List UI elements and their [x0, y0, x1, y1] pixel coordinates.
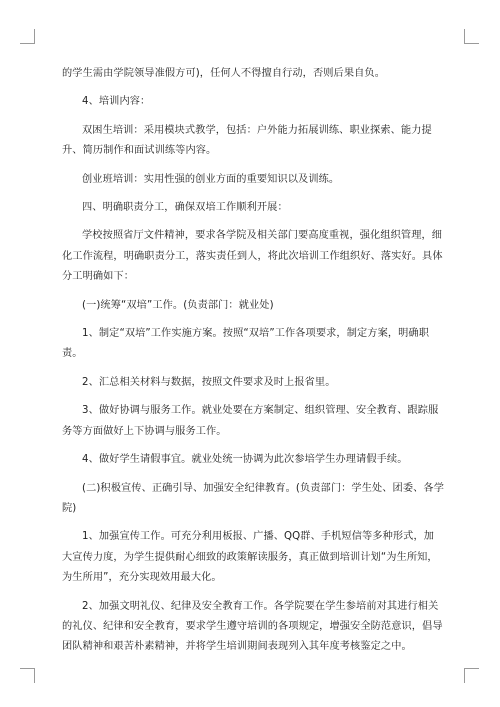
paragraph-continuation: 的学生需由学院领导准假方可)，任何人不得擅自行动，否则后果自负。: [62, 68, 385, 79]
heading-item-one: (一)统筹“双培”工作。(负责部门：就业处): [82, 299, 274, 311]
list-item: 4、做好学生请假事宜。就业处统一协调为此次参培学生办理请假手续。: [82, 454, 408, 466]
heading-item-two: (二)积极宣传、正确引导、加强安全纪律教育。(负责部门：学生处、团委、各学院): [62, 482, 444, 514]
crop-mark-bottom-right: [464, 668, 479, 683]
paragraph-school-requirements: 学校按照省厅文件精神，要求各学院及相关部门要高度重视，强化组织管理，细化工作流程，明确职责分工，落实责任到人，将此次培训工作组织好、落实好。具体分工明确如下：: [62, 230, 443, 283]
list-item: 1、制定“双培”工作实施方案。按照“双培”工作各项要求，制定方案，明确职责。: [62, 328, 430, 360]
crop-mark-top-right: [464, 29, 479, 44]
crop-mark-top-left: [20, 29, 35, 44]
crop-mark-bottom-left: [20, 668, 35, 683]
heading-training-content: 4、培训内容：: [82, 96, 151, 108]
list-item: 2、加强文明礼仪、纪律及安全教育工作。各学院要在学生参培前对其进行相关的礼仪、纪律和安全教育，要求学生遵守培训的各项规定，增强安全防范意识，倡导团队精神和艰苦朴素精神，并将学生培训期间表现列入其年度考核鉴定之中。: [62, 600, 443, 653]
list-item: 3、做好协调与服务工作。就业处要在方案制定、组织管理、安全教育、跟踪服务等方面做好上下协调与服务工作。: [62, 405, 439, 437]
list-item: 2、汇总相关材料与数据，按照文件要求及时上报省里。: [82, 376, 336, 388]
list-item: 1、加强宣传工作。可充分利用板报、广播、QQ群、手机短信等多种形式，加大宣传力度，为学生提供耐心细致的政策解读服务，真正做到培训计划“为生所知，为生所用”，充分实现效用最大化。: [62, 531, 438, 584]
heading-section-four: 四、明确职责分工，确保双培工作顺利开展：: [82, 202, 288, 214]
paragraph-entrepreneurship-training: 创业班培训：实用性强的创业方面的重要知识以及训练。: [82, 173, 340, 185]
document-body: [62, 64, 444, 666]
paragraph-dual-hardship-training: 双困生培训：采用模块式教学，包括：户外能力拓展训练、职业探索、能力提升、简历制作和面试训练等内容。: [62, 124, 432, 157]
